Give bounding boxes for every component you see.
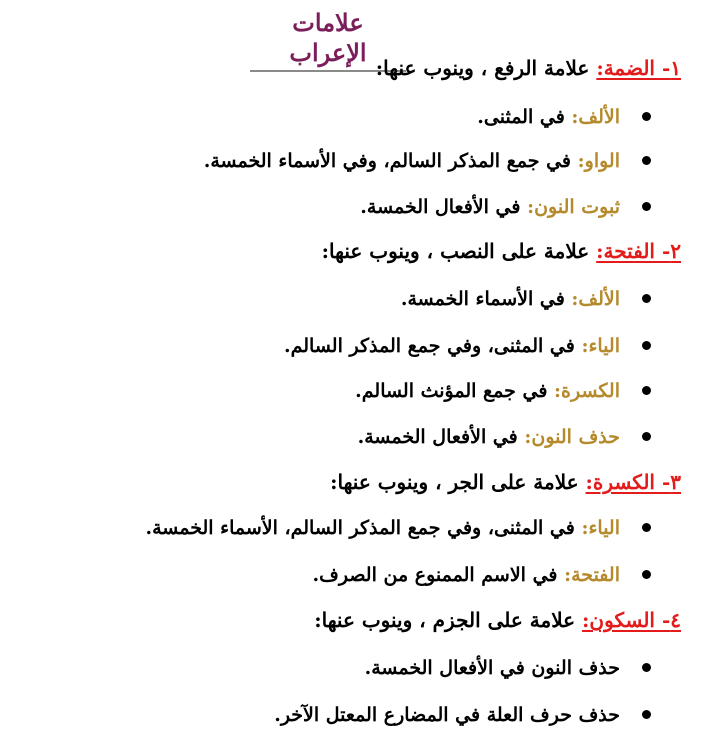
list-item: [355, 378, 651, 404]
section-heading: ٢- الفتحة:: [596, 239, 681, 263]
item-text: في الأفعال الخمسة.: [360, 196, 528, 218]
bullet-icon: [642, 386, 651, 395]
section-description: علامة الرفع ، وينوب عنها:: [375, 56, 597, 80]
section-heading: ١- الضمة:: [596, 56, 681, 80]
list-item: [313, 562, 651, 588]
bullet-icon: [642, 570, 651, 579]
item-text: في المثنى.: [477, 106, 572, 128]
section-description: علامة على النصب ، وينوب عنها:: [321, 239, 597, 263]
item-term: الكسرة:: [554, 380, 620, 402]
list-item: [284, 333, 651, 359]
item-text: في الأفعال الخمسة.: [357, 426, 525, 448]
item-term: الألف:: [571, 106, 620, 128]
list-item: [401, 286, 651, 312]
bullet-icon: [642, 663, 651, 672]
bullet-icon: [642, 523, 651, 532]
page-title: علامات الإعراب: [289, 8, 367, 67]
bullet-icon: [642, 112, 651, 121]
section-sukun: [314, 607, 681, 633]
bullet-icon: [642, 710, 651, 719]
section-fatha: [322, 238, 681, 264]
section-kasra: [330, 469, 681, 495]
item-term: حذف النون:: [524, 426, 620, 448]
list-item: [358, 424, 651, 450]
bullet-icon: [642, 341, 651, 350]
section-heading: ٣- الكسرة:: [585, 470, 681, 494]
item-term: الياء:: [581, 335, 620, 357]
list-item: [204, 148, 651, 174]
item-text: في الأسماء الخمسة.: [400, 288, 572, 310]
bullet-icon: [642, 294, 651, 303]
item-term: الواو:: [577, 150, 620, 172]
item-text: في المثنى، وفي جمع المذكر السالم، الأسماء الخمسة.: [145, 517, 582, 539]
item-term: ثبوت النون:: [527, 196, 620, 218]
item-term: الألف:: [571, 288, 620, 310]
bullet-icon: [642, 156, 651, 165]
bullet-icon: [642, 202, 651, 211]
item-text: في جمع المذكر السالم، وفي الأسماء الخمسة.: [203, 150, 578, 172]
list-item: [274, 702, 651, 728]
list-item: [145, 515, 651, 541]
section-damma: [376, 55, 681, 81]
item-text: في جمع المؤنث السالم.: [355, 380, 555, 402]
list-item: [360, 194, 651, 220]
item-text: حذف النون في الأفعال الخمسة.: [364, 657, 620, 679]
list-item: [477, 104, 651, 130]
item-text: حذف حرف العلة في المضارع المعتل الآخر.: [274, 704, 620, 726]
item-text: في المثنى، وفي جمع المذكر السالم.: [284, 335, 582, 357]
bullet-icon: [642, 432, 651, 441]
item-term: الفتحة:: [564, 564, 620, 586]
item-text: في الاسم الممنوع من الصرف.: [312, 564, 565, 586]
list-item: [365, 655, 651, 681]
item-term: الياء:: [581, 517, 620, 539]
section-description: علامة على الجزم ، وينوب عنها:: [314, 608, 583, 632]
section-description: علامة على الجر ، وينوب عنها:: [330, 470, 586, 494]
section-heading: ٤- السكون:: [582, 608, 681, 632]
